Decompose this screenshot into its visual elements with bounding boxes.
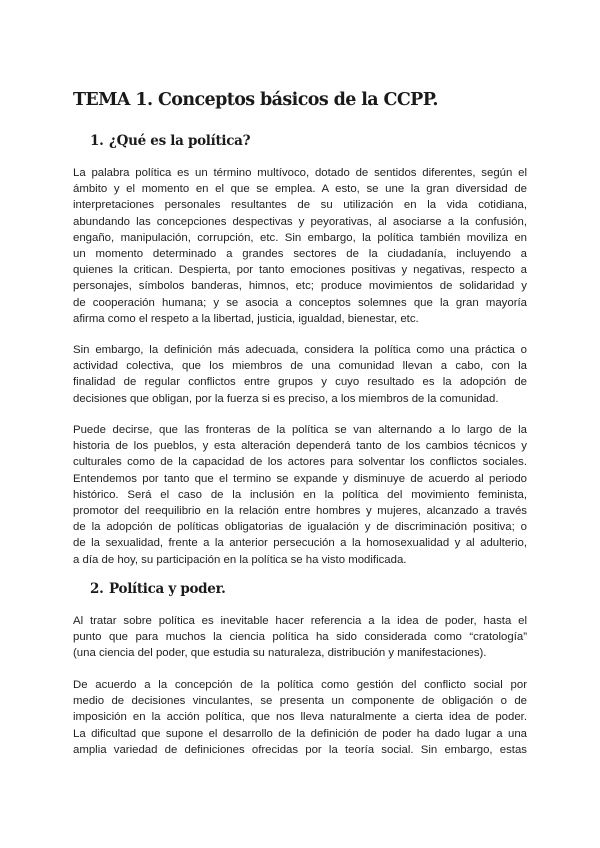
text-line: imposición en la acción política, que nos lleva naturalmente a cierta idea de poder. [73,711,527,724]
document-title: TEMA 1. Conceptos básicos de la CCPP. [73,90,438,110]
text-line: Puede decirse, que las fronteras de la política se van alternando a lo largo de la [73,424,527,436]
text-line: promotor del reequilibrio en la relación entre hombres y mujeres, alcanzado a través [73,504,527,517]
text-line: de la sexualidad, frente a la anterior persecución a la homosexualidad y al adulterio, [73,537,527,550]
paragraph [73,165,527,327]
text-line: engaño, manipulación, corrupción, etc. Sin embargo, la política también moviliza en [73,231,527,244]
text-line: Sin embargo, la definición más adecuada, considera la política como una práctica o [73,344,527,356]
text-line: de cooperación humana; y se asocia a conceptos solemnes que la gran mayoría [73,296,527,309]
text-line: un momento determinado a grandes sectores de la ciudadanía, incluyendo a [73,247,527,260]
text-line: culturales como de la capacidad de los actores para solventar los conflictos sociales. [73,456,527,469]
text-line: finalidad de regular conflictos entre grupos y cuyo resultado es la adopción de [73,376,527,389]
section-number: 1. [90,133,104,149]
text-line: histórico. Será el caso de la inclusión en la política del movimiento feminista, [73,488,527,501]
section-title: Política y poder. [109,581,226,597]
text-line: abundando las concepciones despectivas y peyorativas, al asociarse a la confusión, [73,215,527,228]
section-number: 2. [90,581,104,597]
section-heading-politica-y-poder [90,581,226,597]
paragraph [73,677,527,758]
text-line: decisiones que obligan, por la fuerza si es preciso, a los miembros de la comunidad. [73,392,499,405]
text-line: ámbito y el momento en el que se emplea. A esto, se une la gran diversidad de [73,183,527,196]
paragraph [73,422,527,568]
paragraph [73,342,527,407]
text-line: La dificultad que supone el desarrollo de la definición de poder ha dado lugar a una [73,727,527,740]
text-line: quienes la critican. Despierta, por tanto emociones positivas y negativas, respecto a [73,264,527,277]
text-line: De acuerdo a la concepción de la política como gestión del conflicto social por [73,679,527,691]
text-line: Al tratar sobre política es inevitable hacer referencia a la idea de poder, hasta el [73,615,527,627]
text-line: a día de hoy, su participación en la política se ha visto modificada. [73,553,407,566]
paragraph [73,613,527,662]
text-line: interpretaciones personales resultantes de su utilización en la vida cotidiana, [73,199,527,212]
text-line: actividad colectiva, que los miembros de una comunidad llevan a cabo, con la [73,360,527,373]
text-line: La palabra política es un término multívoco, dotado de sentidos diferentes, según el [73,167,527,179]
text-line: amplia variedad de definiciones ofrecidas por la teoría social. Sin embargo, estas [73,743,527,756]
text-line: punto que para muchos la ciencia política ha sido considerada como “cratología” [73,631,527,644]
text-line: historia de los pueblos, y esta alteración dependerá tanto de los cambios técnicos y [73,440,527,453]
text-line: Entendemos por tanto que el termino se expande y disminuye de acuerdo al periodo [73,472,527,485]
text-line: (una ciencia del poder, que estudia su naturaleza, distribución y manifestaciones). [73,647,487,660]
section-title: ¿Qué es la política? [109,133,251,149]
text-line: de la adopción de políticas obligatorias de igualación y de discriminación positiva; o [73,521,527,534]
text-line: afirma como el respeto a la libertad, justicia, igualdad, bienestar, etc. [73,312,419,325]
text-line: personajes, símbolos banderas, himnos, etc; produce movimientos de solidaridad y [73,280,527,293]
section-heading-que-es-la-politica [90,133,250,149]
text-line: medio de decisiones vinculantes, se presenta un componente de obligación o de [73,695,527,708]
